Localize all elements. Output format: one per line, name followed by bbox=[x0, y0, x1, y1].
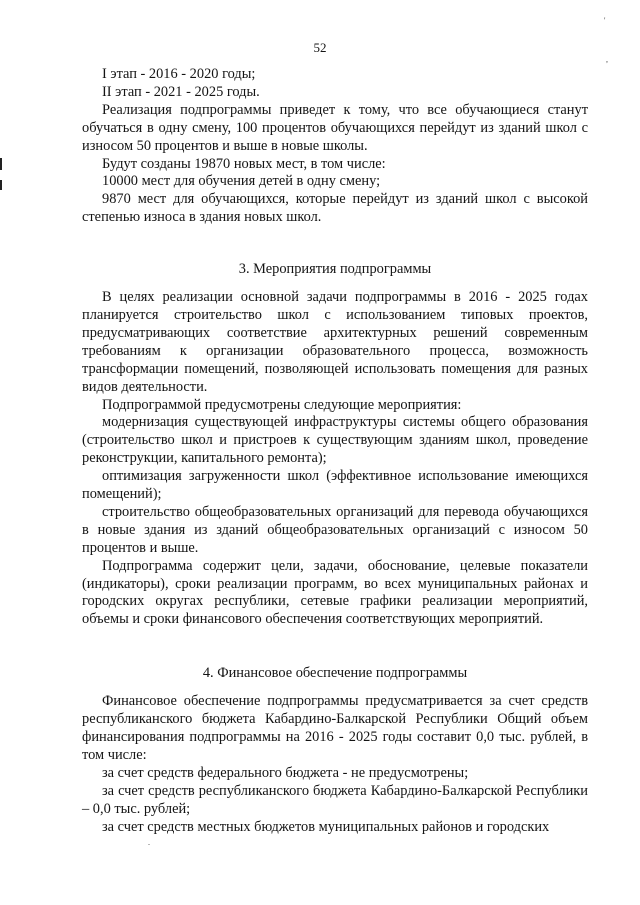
list-item: строительство общеобразовательных организаций для перевода обучающихся в новые здания из зданий общеобразовательных организаций с износом 50 процентов и выше. bbox=[82, 503, 588, 556]
section-4-title: 4. Финансовое обеспечение подпрограммы bbox=[202, 665, 468, 682]
stage-1-line: I этап - 2016 - 2020 годы; bbox=[102, 66, 256, 82]
paragraph: Реализация подпрограммы приведет к тому, что все обучающиеся станут обучаться в одну смену, 100 процентов обучающихся перейдут из зданий школ с износом 50 процентов и выше в новые школы. bbox=[82, 101, 588, 154]
paragraph: Будут созданы 19870 новых мест, в том числе: bbox=[102, 155, 386, 172]
corner-tick: ' bbox=[604, 16, 606, 25]
page-body bbox=[82, 66, 588, 836]
paragraph: В целях реализации основной задачи подпрограммы в 2016 - 2025 годах планируется строительство школ с использованием типовых проектов, предусматривающих соответствие архитектурных решений современным требованиям к организации образовательного процесса, возможность трансформации помещений, позволяющей использовать помещения для разных видов деятельности. bbox=[82, 289, 588, 395]
bottom-dot: . bbox=[148, 838, 150, 847]
paragraph: Финансовое обеспечение подпрограммы предусматривается за счет средств республиканского бюджета Кабардино-Балкарской Республики Общий объем финансирования подпрограммы на 2016 - 2025 годы составит 0,0 тыс. рублей, в том числе: bbox=[82, 693, 588, 763]
list-item: за счет средств местных бюджетов муниципальных районов и городских bbox=[102, 818, 550, 835]
paragraph: 10000 мест для обучения детей в одну смену; bbox=[102, 173, 381, 190]
paragraph: Подпрограммой предусмотрены следующие мероприятия: bbox=[102, 396, 462, 413]
corner-tick: , bbox=[606, 55, 608, 64]
list-item: модернизация существующей инфраструктуры системы общего образования (строительство школ и пристроев к существующим зданиям школ, проведение реконструкции, капитального ремонта); bbox=[82, 414, 588, 467]
stage-2-line: II этап - 2021 - 2025 годы. bbox=[102, 83, 260, 100]
margin-bar bbox=[0, 180, 2, 190]
list-item: за счет средств федерального бюджета - не предусмотрены; bbox=[102, 764, 469, 781]
margin-bar bbox=[0, 158, 2, 170]
section-3-title: 3. Мероприятия подпрограммы bbox=[238, 261, 432, 278]
list-item: за счет средств республиканского бюджета Кабардино-Балкарской Республики – 0,0 тыс. рублей; bbox=[82, 782, 588, 817]
list-item: оптимизация загруженности школ (эффективное использование имеющихся помещений); bbox=[82, 468, 588, 503]
page-number: 52 bbox=[313, 40, 327, 55]
paragraph: 9870 мест для обучающихся, которые перейдут из зданий школ с высокой степенью износа в здания новых школ. bbox=[82, 191, 588, 226]
paragraph: Подпрограмма содержит цели, задачи, обоснование, целевые показатели (индикаторы), сроки реализации программ, во всех муниципальных районах и городских округах республики, сетевые графики реализации мероприятий, объемы и сроки финансового обеспечения соответствующих мероприятий. bbox=[82, 557, 588, 628]
